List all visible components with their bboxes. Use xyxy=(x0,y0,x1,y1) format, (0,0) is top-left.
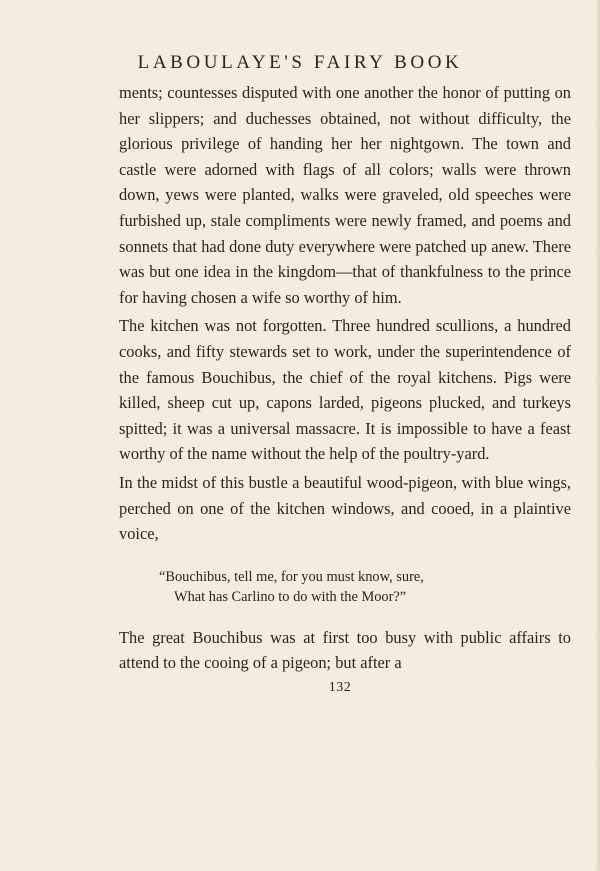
running-head: LABOULAYE'S FAIRY BOOK xyxy=(137,52,463,73)
verse-line-2: What has Carlino to do with the Moor?” xyxy=(174,588,407,605)
page-number: 132 xyxy=(328,680,352,695)
page-edge-shadow xyxy=(595,0,600,871)
body-text xyxy=(119,80,571,679)
verse-quote xyxy=(119,567,571,607)
verse-line-1: “Bouchibus, tell me, for you must know, sure, xyxy=(159,568,424,585)
paragraph-2: The kitchen was not forgotten. Three hundred scullions, a hundred cooks, and fifty stewards set to work, under the superintendence of the famous Bouchibus, the chief of the royal kitchens. Pigs were killed, sheep cut up, capons larded, pigeons plucked, and turkeys spitted; it was a universal massacre. It is impossible to have a feast worthy of the name without the help of the poultry-yard. xyxy=(119,316,571,464)
paragraph-3: In the midst of this bustle a beautiful wood-pigeon, with blue wings, perched on one of the kitchen windows, and cooed, in a plaintive voice, xyxy=(119,472,571,544)
paragraph-1: ments; countesses disputed with one another the honor of putting on her slippers; and duchesses obtained, not without difficulty, the glorious privilege of handing her her nightgown. The town and castle were adorned with flags of all colors; walls were thrown down, yews were planted, walks were graveled, old speeches were furbished up, stale compliments were newly framed, and poems and sonnets that had done duty everywhere were patched up anew. There was but one idea in the kingdom—that of thankfulness to the prince for having chosen a wife so worthy of him. xyxy=(119,83,571,307)
paragraph-4: The great Bouchibus was at first too busy with public affairs to attend to the cooing of a pigeon; but after a xyxy=(119,627,571,673)
